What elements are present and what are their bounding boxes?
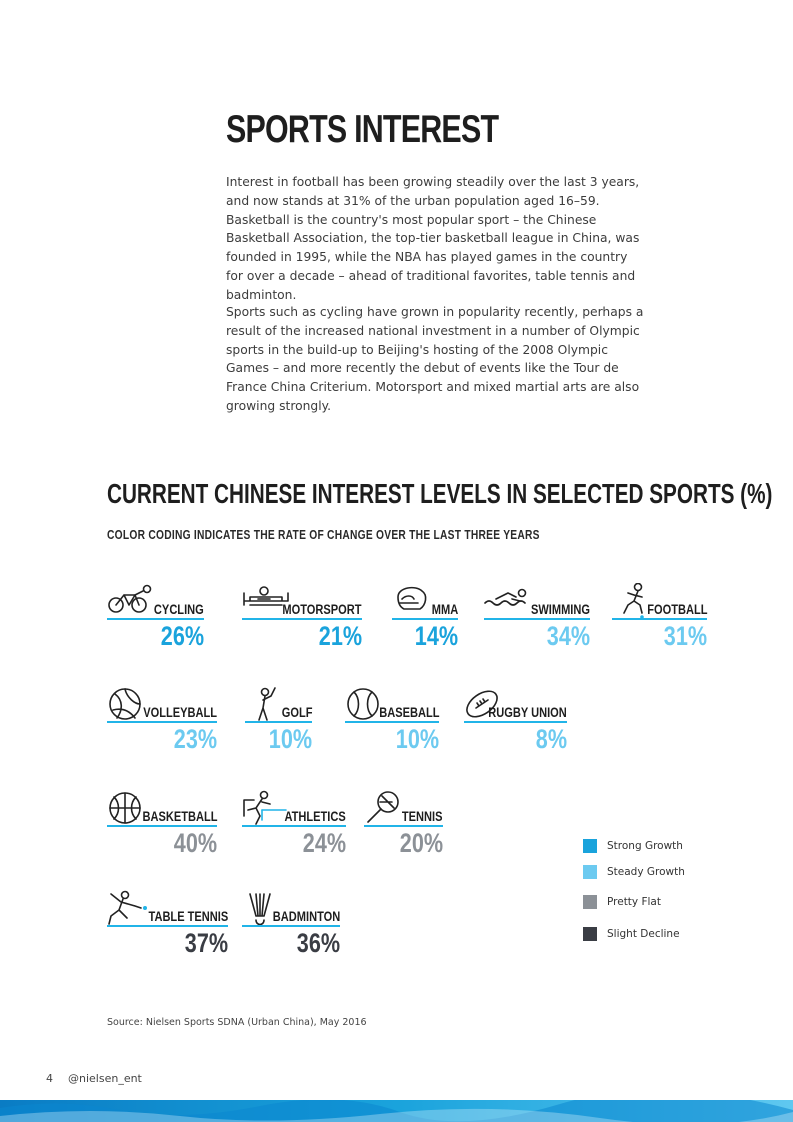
sport-label: MOTORSPORT bbox=[282, 602, 362, 617]
sport-underline bbox=[107, 618, 204, 620]
sport-percentage: 20% bbox=[399, 828, 443, 858]
sport-label: MMA bbox=[431, 602, 458, 617]
sport-underline bbox=[612, 618, 707, 620]
sport-label: GOLF bbox=[281, 705, 312, 720]
sport-label: TENNIS bbox=[402, 809, 443, 824]
sport-item-tennis bbox=[364, 790, 443, 862]
sport-underline bbox=[392, 618, 458, 620]
sport-underline bbox=[107, 721, 217, 723]
sport-underline bbox=[484, 618, 590, 620]
sport-percentage: 8% bbox=[535, 724, 567, 754]
legend-swatch bbox=[583, 865, 597, 879]
sport-item-badminton bbox=[242, 890, 340, 962]
sport-item-football bbox=[612, 583, 707, 655]
page-title: SPORTS INTEREST bbox=[226, 108, 499, 151]
legend-label: Slight Decline bbox=[607, 928, 680, 940]
sport-percentage: 14% bbox=[414, 621, 458, 651]
sport-label: BASKETBALL bbox=[141, 809, 217, 824]
intro-paragraph-2: Sports such as cycling have grown in popularity recently, perhaps a result of the increased national investment in a number of Olympic sports in the build-up to Beijing's hosting of the 2008 Olympic Games – and more recently the debut of events like the Tour de France China Criterium. Motorsport and mixed martial arts are also growing strongly. bbox=[226, 305, 644, 413]
sport-percentage: 21% bbox=[318, 621, 362, 651]
sport-percentage: 34% bbox=[546, 621, 590, 651]
sport-percentage: 40% bbox=[173, 828, 217, 858]
sport-item-mma bbox=[392, 583, 458, 655]
sport-percentage: 23% bbox=[173, 724, 217, 754]
chart-subtitle: COLOR CODING INDICATES THE RATE OF CHANGE OVER THE LAST THREE YEARS bbox=[107, 528, 540, 542]
legend-label: Steady Growth bbox=[607, 866, 685, 878]
intro-paragraph-1: Interest in football has been growing steadily over the last 3 years, and now stands at 31% of the urban population aged 16–59. Basketball is the country's most popular sport – the Chinese Basketball Association, the top-tier basketball league in China, was founded in 1995, while the NBA has played games in the country for over a decade – ahead of traditional favorites, table tennis and badminton. bbox=[226, 175, 640, 302]
sport-item-rugby-union bbox=[464, 686, 567, 758]
page-number: 4 bbox=[46, 1072, 53, 1085]
sport-percentage: 10% bbox=[268, 724, 312, 754]
sport-underline bbox=[107, 825, 217, 827]
swimming-icon bbox=[484, 583, 532, 621]
sport-item-volleyball bbox=[107, 686, 217, 758]
sport-item-table-tennis bbox=[107, 890, 228, 962]
sport-percentage: 31% bbox=[663, 621, 707, 651]
sport-underline bbox=[242, 618, 362, 620]
sport-underline bbox=[345, 721, 439, 723]
sport-item-motorsport bbox=[242, 583, 362, 655]
social-handle: @nielsen_ent bbox=[68, 1072, 142, 1085]
legend-swatch bbox=[583, 927, 597, 941]
footer-wave-band bbox=[0, 1100, 793, 1122]
sport-underline bbox=[364, 825, 443, 827]
sport-underline bbox=[464, 721, 567, 723]
sport-label: TABLE TENNIS bbox=[148, 909, 228, 924]
sport-label: BADMINTON bbox=[272, 909, 340, 924]
athletics-icon bbox=[242, 790, 290, 828]
sport-label: RUGBY UNION bbox=[488, 705, 567, 720]
chart-title: CURRENT CHINESE INTEREST LEVELS IN SELECTED SPORTS (%) bbox=[107, 478, 773, 509]
sport-item-baseball bbox=[345, 686, 439, 758]
sport-label: CYCLING bbox=[154, 602, 204, 617]
cycling-icon bbox=[107, 583, 155, 621]
sport-label: VOLLEYBALL bbox=[143, 705, 217, 720]
sport-item-golf bbox=[245, 686, 312, 758]
sport-label: BASEBALL bbox=[378, 705, 439, 720]
sport-item-basketball bbox=[107, 790, 217, 862]
sport-percentage: 37% bbox=[184, 928, 228, 958]
sport-underline bbox=[107, 925, 228, 927]
sport-underline bbox=[242, 825, 346, 827]
sport-label: FOOTBALL bbox=[646, 602, 707, 617]
sport-item-swimming bbox=[484, 583, 590, 655]
sport-percentage: 36% bbox=[296, 928, 340, 958]
sport-percentage: 26% bbox=[160, 621, 204, 651]
legend-swatch bbox=[583, 839, 597, 853]
sport-item-athletics bbox=[242, 790, 346, 862]
sport-label: ATHLETICS bbox=[284, 809, 346, 824]
legend-label: Pretty Flat bbox=[607, 896, 661, 908]
sport-percentage: 10% bbox=[395, 724, 439, 754]
sport-label: SWIMMING bbox=[530, 602, 590, 617]
sport-item-cycling bbox=[107, 583, 204, 655]
source-note: Source: Nielsen Sports SDNA (Urban China), May 2016 bbox=[107, 1017, 367, 1028]
legend-label: Strong Growth bbox=[607, 840, 683, 852]
sport-percentage: 24% bbox=[302, 828, 346, 858]
sport-underline bbox=[242, 925, 340, 927]
sport-underline bbox=[245, 721, 312, 723]
legend-swatch bbox=[583, 895, 597, 909]
